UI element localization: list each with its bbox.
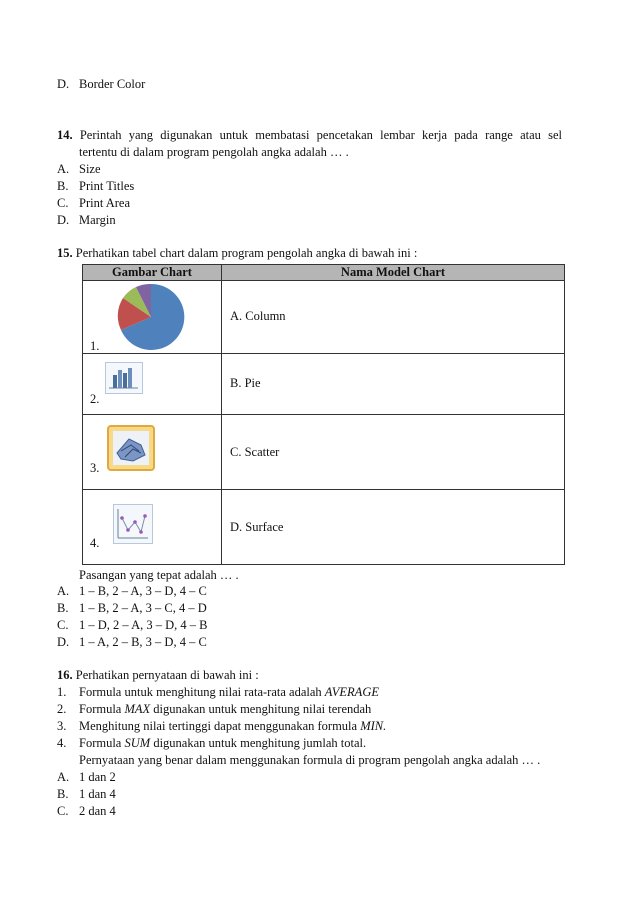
option-letter: D.: [57, 213, 70, 227]
table-row: [83, 281, 565, 354]
q15-prompt: Pasangan yang tepat adalah … .: [79, 568, 239, 582]
column-chart-icon: [105, 362, 143, 394]
option-text: 2 dan 4: [79, 804, 116, 818]
q15-stem: [57, 246, 417, 261]
statement-number: 2.: [57, 702, 67, 716]
q14-number: 14.: [57, 128, 73, 142]
statement-text: Menghitung nilai tertinggi dapat menggunakan formula: [79, 719, 361, 733]
chart-name: A. Column: [230, 309, 286, 323]
table-header-row: [83, 265, 565, 281]
option-letter: C.: [57, 196, 69, 210]
chart-image-cell: [83, 354, 222, 415]
chart-name-cell: [222, 415, 565, 490]
statement-text-end: digunakan untuk menghitung nilai terendah: [150, 702, 372, 716]
option-letter: C.: [57, 804, 69, 818]
formula-name: MAX: [124, 702, 151, 716]
q16-prompt: Pernyataan yang benar dalam menggunakan formula di program pengolah angka adalah … .: [79, 753, 541, 767]
option-letter: B.: [57, 787, 69, 801]
table-row: [83, 354, 565, 415]
chart-name-cell: [222, 281, 565, 354]
table-row: [83, 415, 565, 490]
q15-number: 15.: [57, 246, 73, 260]
chart-table: [82, 264, 565, 565]
chart-name-cell: [222, 490, 565, 565]
chart-name-cell: [222, 354, 565, 415]
option-letter: A.: [57, 584, 70, 598]
chart-name: C. Scatter: [230, 445, 280, 459]
option-text: 1 – A, 2 – B, 3 – D, 4 – C: [79, 635, 207, 649]
formula-name: SUM: [124, 736, 151, 750]
q14-line1: [57, 128, 562, 143]
option-text: 1 – D, 2 – A, 3 – D, 4 – B: [79, 618, 208, 632]
row-number: 4.: [90, 536, 100, 550]
q14-text-line2: tertentu di dalam program pengolah angka adalah … .: [79, 145, 349, 159]
option-text: 1 – B, 2 – A, 3 – D, 4 – C: [79, 584, 207, 598]
statement-text: Formula: [79, 736, 125, 750]
statement-text: Formula: [79, 702, 125, 716]
option-text: Size: [79, 162, 101, 176]
option-letter: D.: [57, 77, 70, 91]
option-letter: B.: [57, 601, 69, 615]
chart-image-cell: [83, 281, 222, 354]
option-text: 1 dan 4: [79, 787, 116, 801]
option-text: Print Area: [79, 196, 131, 210]
option-letter: A.: [57, 770, 70, 784]
header-gambar-chart: Gambar Chart: [83, 265, 222, 281]
q16-stem: [57, 668, 259, 683]
statement-text-end: digunakan untuk menghitung jumlah total.: [150, 736, 367, 750]
option-letter: A.: [57, 162, 70, 176]
scatter-chart-icon: [113, 504, 153, 544]
chart-image-cell: [83, 415, 222, 490]
pie-chart-icon: [115, 282, 187, 352]
surface-chart-icon: [107, 425, 155, 471]
chart-name: D. Surface: [230, 520, 284, 534]
option-letter: C.: [57, 618, 69, 632]
statement-text: Formula untuk menghitung nilai rata-rata adalah: [79, 685, 325, 699]
statement-number: 1.: [57, 685, 67, 699]
q15-text: Perhatikan tabel chart dalam program pengolah angka di bawah ini :: [75, 246, 418, 260]
statement-number: 3.: [57, 719, 67, 733]
option-text: Margin: [79, 213, 116, 227]
chart-name: B. Pie: [230, 376, 261, 390]
chart-image-cell: [83, 490, 222, 565]
q16-number: 16.: [57, 668, 73, 682]
formula-name: MIN.: [360, 719, 387, 733]
option-letter: B.: [57, 179, 69, 193]
option-text: 1 dan 2: [79, 770, 116, 784]
q14-text-line1: Perintah yang digunakan untuk membatasi pencetakan lembar kerja pada range atau sel: [79, 128, 563, 142]
option-text: 1 – B, 2 – A, 3 – C, 4 – D: [79, 601, 207, 615]
option-text: Print Titles: [79, 179, 135, 193]
option-text: Border Color: [79, 77, 146, 91]
row-number: 1.: [90, 339, 100, 353]
statement-number: 4.: [57, 736, 67, 750]
row-number: 2.: [90, 392, 100, 406]
header-nama-model-chart: Nama Model Chart: [222, 265, 565, 281]
q16-text: Perhatikan pernyataan di bawah ini :: [75, 668, 259, 682]
row-number: 3.: [90, 461, 100, 475]
formula-name: AVERAGE: [324, 685, 379, 699]
option-letter: D.: [57, 635, 70, 649]
table-row: [83, 490, 565, 565]
